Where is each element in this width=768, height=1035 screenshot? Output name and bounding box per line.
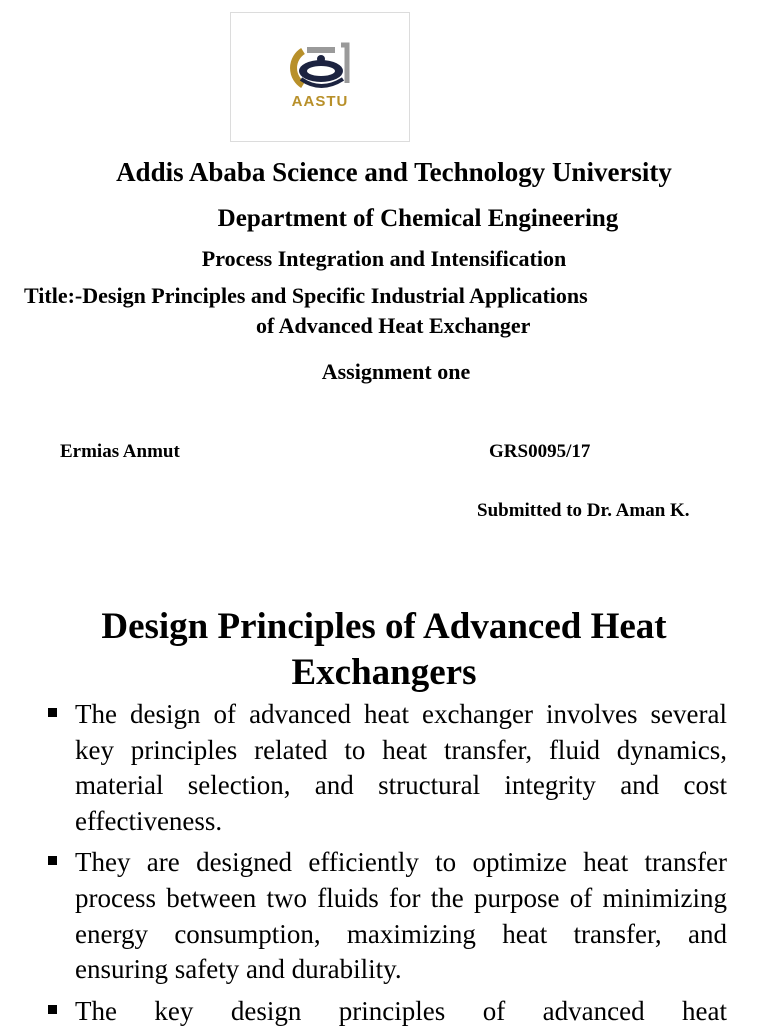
course-name: Process Integration and Intensification [201,246,567,271]
section-heading-line-1: Design Principles of Advanced Heat [101,606,667,647]
university-logo [230,12,410,142]
assignment-title-line-2: of Advanced Heat Exchanger [256,313,531,338]
assignment-label: Assignment one [321,359,471,384]
bullet-item: The design of advanced heat exchanger involves several key principles related to heat transfer, fluid dynamics, material selection, and structural integrity and cost effectiveness. [75,697,727,839]
aastu-emblem-icon [231,13,411,143]
student-id: GRS0095/17 [489,441,591,462]
department-name: Department of Chemical Engineering [217,205,619,232]
section-heading [0,604,768,696]
bullet-list [0,697,768,1035]
author-name: Ermias Anmut [60,441,180,462]
logo-wordmark: AASTU [291,93,349,110]
section-heading-line-2: Exchangers [291,652,477,693]
university-name: Addis Ababa Science and Technology University [116,157,672,187]
submitted-to: Submitted to Dr. Aman K. [477,500,690,521]
bullet-item: They are designed efficiently to optimize heat transfer process between two fluids for the purpose of minimizing energy consumption, maximizing heat transfer, and ensuring safety and durability. [75,845,727,987]
bullet-item: The key design principles of advanced heat [75,994,727,1030]
assignment-title-line-1: Title:-Design Principles and Specific Industrial Applications [24,283,588,308]
